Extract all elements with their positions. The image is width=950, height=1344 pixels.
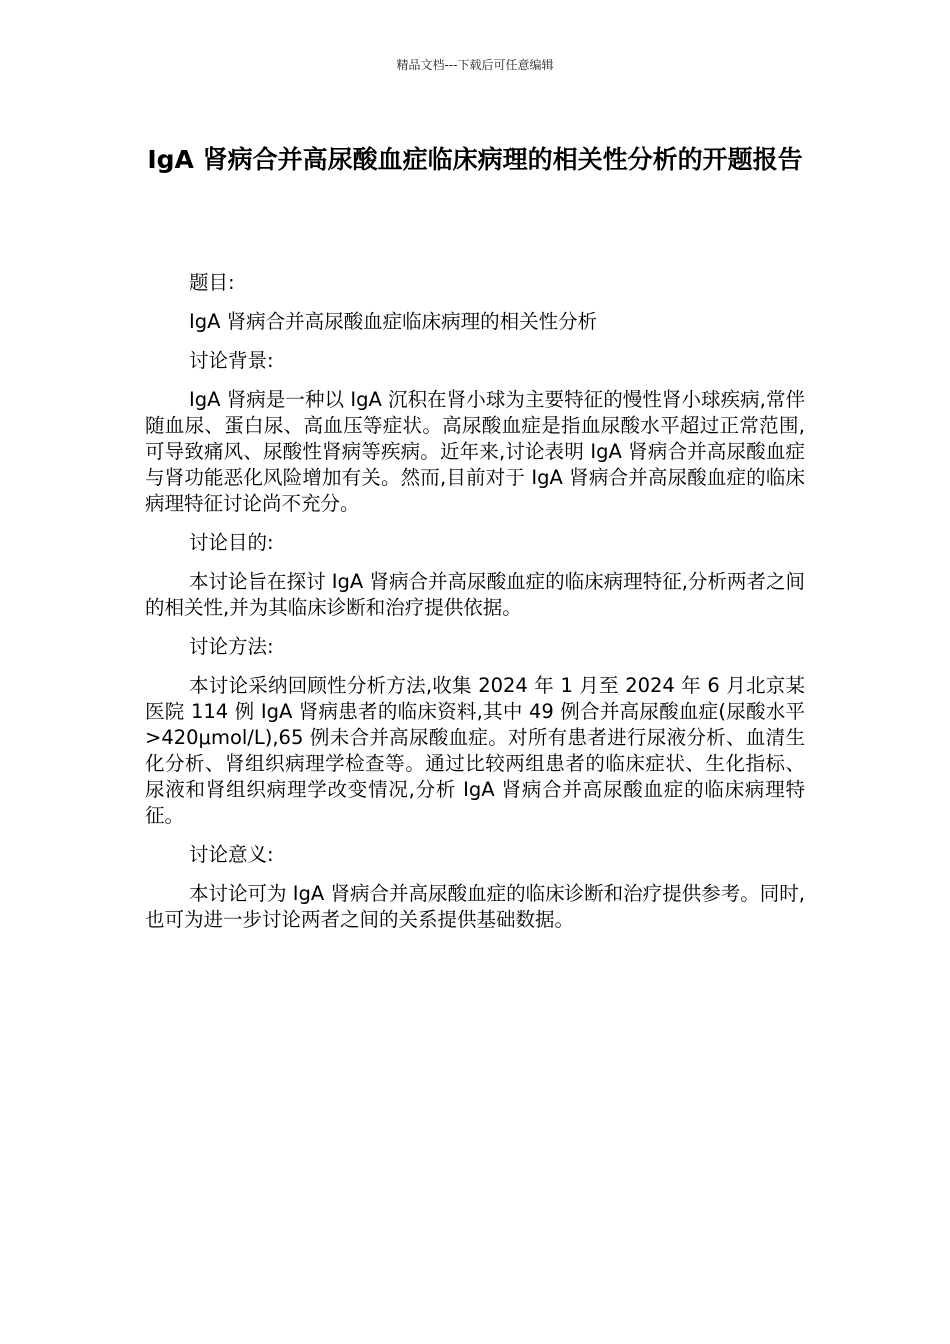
topic-label: 题目: [189,271,235,294]
significance-label: 讨论意义: [189,843,274,866]
background-paragraph: IgA 肾病是一种以 IgA 沉积在肾小球为主要特征的慢性肾小球疾病,常伴随血尿、蛋白尿、高血压等症状。高尿酸血症是指血尿酸水平超过正常范围,可导致痛风、尿酸性肾病等疾病。近年来,讨论表明 IgA 肾病合并高尿酸血症与肾功能恶化风险增加有关。然而,目前对于 IgA 肾病合并高尿酸血症的临床病理特征讨论尚不充分。 [145,388,805,515]
method-label: 讨论方法: [189,635,274,658]
document-body [145,270,805,946]
purpose-paragraph: 本讨论旨在探讨 IgA 肾病合并高尿酸血症的临床病理特征,分析两者之间的相关性,并为其临床诊断和治疗提供依据。 [145,570,805,619]
background-label: 讨论背景: [189,349,274,372]
document-title: IgA 肾病合并高尿酸血症临床病理的相关性分析的开题报告 [147,145,803,174]
purpose-label: 讨论目的: [189,531,274,554]
topic-text: IgA 肾病合并高尿酸血症临床病理的相关性分析 [189,310,598,333]
page-header: 精品文档---下载后可任意编辑 [396,58,554,72]
significance-paragraph: 本讨论可为 IgA 肾病合并高尿酸血症的临床诊断和治疗提供参考。同时,也可为进一步讨论两者之间的关系提供基础数据。 [145,882,805,931]
method-paragraph: 本讨论采纳回顾性分析方法,收集 2024 年 1 月至 2024 年 6 月北京某医院 114 例 IgA 肾病患者的临床资料,其中 49 例合并高尿酸血症(尿酸水平>420μmol/L),65 例未合并高尿酸血症。对所有患者进行尿液分析、血清生化分析、肾组织病理学检查等。通过比较两组患者的临床症状、生化指标、尿液和肾组织病理学改变情况,分析 IgA 肾病合并高尿酸血症的临床病理特征。 [145,674,805,827]
